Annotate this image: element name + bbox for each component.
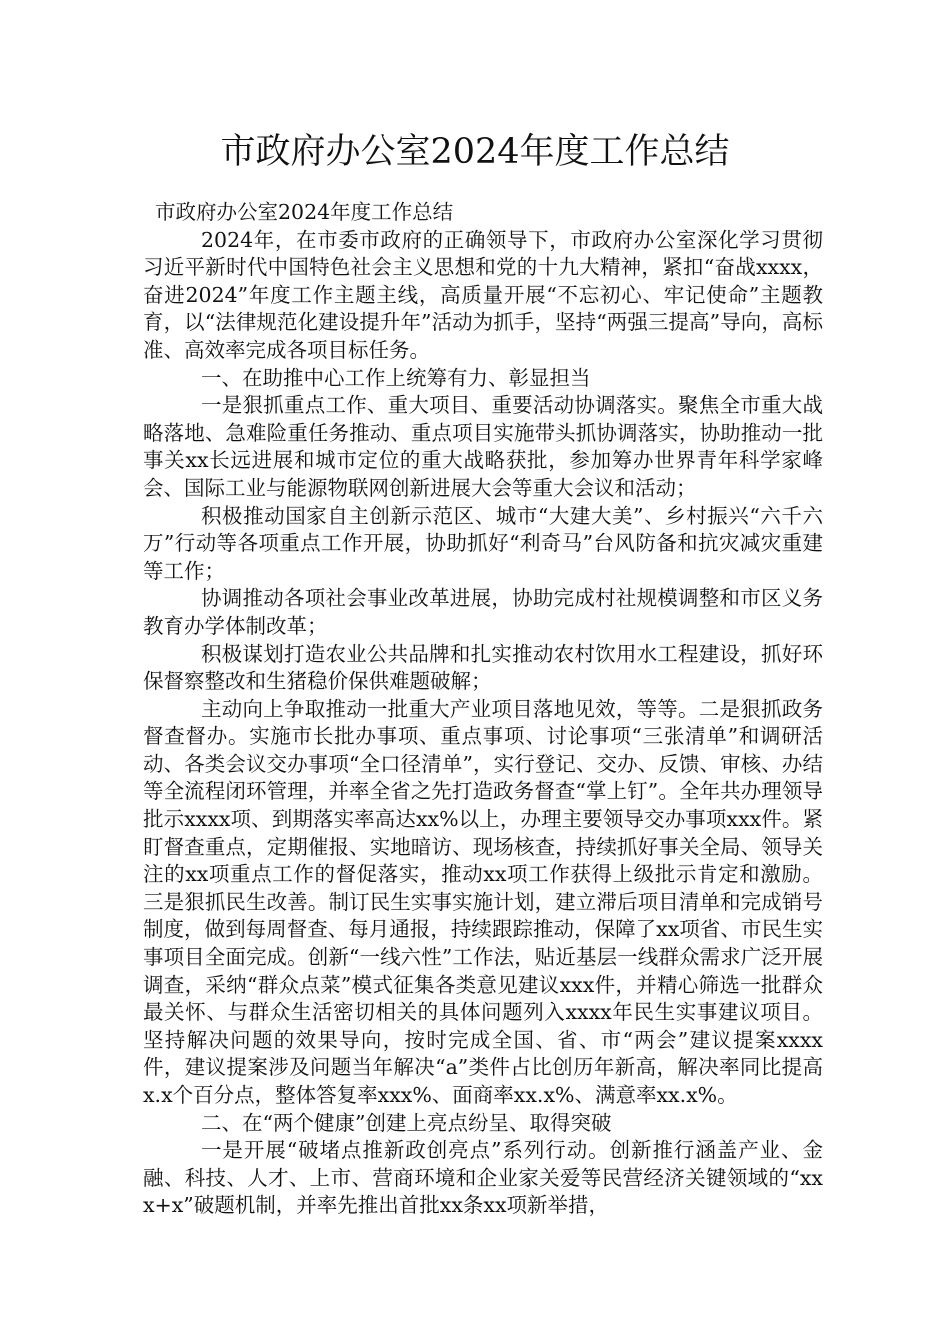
paragraph: 积极推动国家自主创新示范区、城市“大建大美”、乡村振兴“六千六万”行动等各项重点工作开展，协助抓好“利奇马”台风防备和抗灾减灾重建等工作； [143,503,823,583]
paragraph-intro: 2024年，在市委市政府的正确领导下，市政府办公室深化学习贯彻习近平新时代中国特色社会主义思想和党的十九大精神，紧扣“奋战xxxx，奋进2024”年度工作主题主线，高质量开展“不忘初心、牢记使命”主题教育，以“法律规范化建设提升年”活动为抓手，坚持“两强三提高”导向，高标准、高效率完成各项目标任务。 [143,227,823,362]
paragraph: 一是狠抓重点工作、重大项目、重要活动协调落实。聚焦全市重大战略落地、急难险重任务推动、重点项目实施带头抓协调落实，协助推动一批事关xx长远进展和城市定位的重大战略获批，参加筹办世界青年科学家峰会、国际工业与能源物联网创新进展大会等重大会议和活动； [143,393,823,500]
document-body [143,199,823,1220]
paragraph: 主动向上争取推动一批重大产业项目落地见效，等等。二是狠抓政务督查督办。实施市长批办事项、重点事项、讨论事项“三张清单”和调研活动、各类会议交办事项“全口径清单”，实行登记、交办、反馈、审核、办结等全流程闭环管理，并率全省之先打造政务督查“掌上钉”。全年共办理领导批示xxxx项、到期落实率高达xx%以上，办理主要领导交办事项xxx件。紧盯督查重点，定期催报、实地暗访、现场核查，持续抓好事关全局、领导关注的xx项重点工作的督促落实，推动xx项工作获得上级批示肯定和激励。三是狠抓民生改善。制订民生实事实施计划，建立滞后项目清单和完成销号制度，做到每周督查、每月通报，持续跟踪推动，保障了xx项省、市民生实事项目全面完成。创新“一线六性”工作法，贴近基层一线群众需求广泛开展调查，采纳“群众点菜”模式征集各类意见建议xxx件，并精心筛选一批群众最关怀、与群众生活密切相关的具体问题列入xxxx年民生实事建议项目。坚持解决问题的效果导向，按时完成全国、省、市“两会”建议提案xxxx件，建议提案涉及问题当年解决“a”类件占比创历年新高，解决率同比提高x.x个百分点，整体答复率xxx%、面商率xx.x%、满意率xx.x%。 [143,696,823,1107]
document-subtitle: 市政府办公室2024年度工作总结 [155,200,454,224]
paragraph: 协调推动各项社会事业改革进展，协助完成村社规模调整和市区义务教育办学体制改革； [143,586,823,638]
section-heading-1: 一、在助推中心工作上统筹有力、彰显担当 [201,365,591,390]
paragraph: 积极谋划打造农业公共品牌和扎实推动农村饮用水工程建设，抓好环保督察整改和生猪稳价保供难题破解； [143,641,823,694]
document-title: 市政府办公室2024年度工作总结 [220,132,730,172]
section-heading-2: 二、在“两个健康”创建上亮点纷呈、取得突破 [201,1110,612,1135]
paragraph: 一是开展“破堵点推新政创亮点”系列行动。创新推行涵盖产业、金融、科技、人才、上市、营商环境和企业家关爱等民营经济关键领域的“xxx+x”破题机制，并率先推出首批xx条xx项新举措， [143,1138,823,1218]
